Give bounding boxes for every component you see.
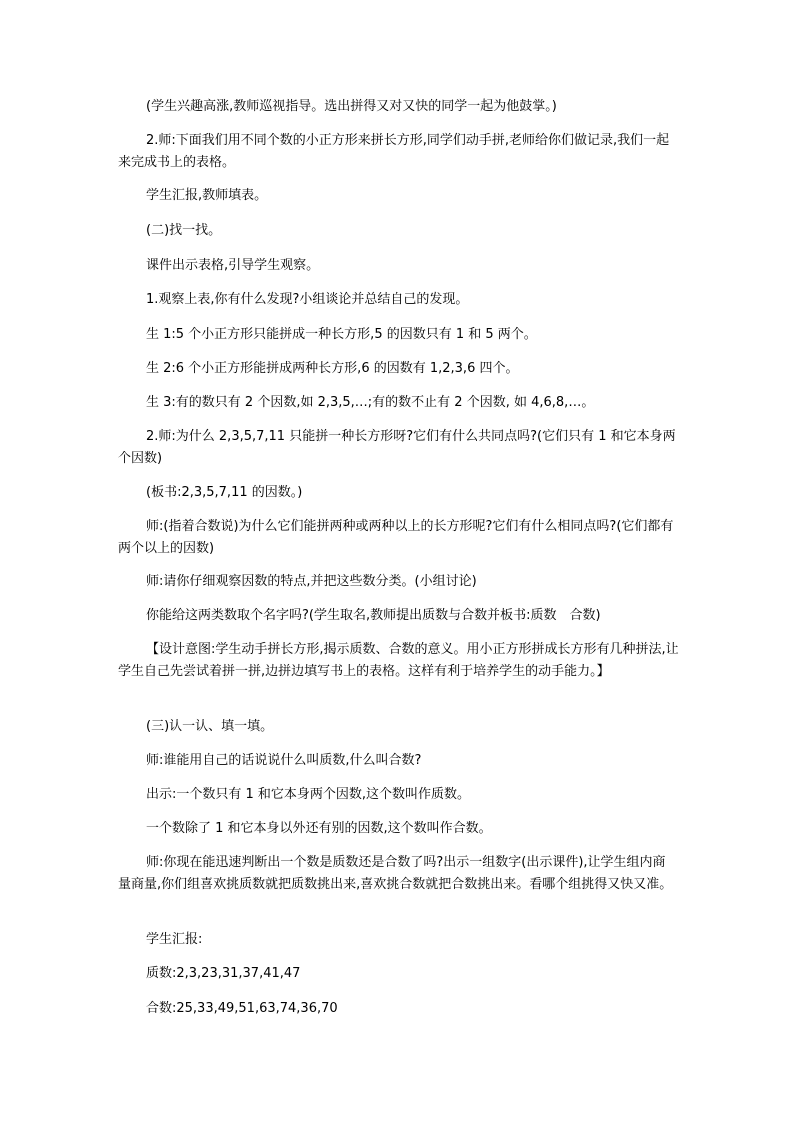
prime-numbers-line: 质数:2,3,23,31,37,41,47 xyxy=(146,966,301,981)
paragraph-7: 生 1:5 个小正方形只能拼成一种长方形,5 的因数只有 1 和 5 两个。 xyxy=(146,327,537,342)
paragraph-12: 师:(指着合数说)为什么它们能拼两种或两种以上的长方形呢?它们有什么相同点吗?(它们都有两个以上的因数) xyxy=(118,519,674,556)
paragraph-8: 生 2:6 个小正方形能拼成两种长方形,6 的因数有 1,2,3,6 四个。 xyxy=(146,361,519,376)
paragraph-10: 2.师:为什么 2,3,5,7,11 只能拼一种长方形呀?它们有什么共同点吗?(它们只有 1 和它本身两个因数) xyxy=(118,429,676,466)
paragraph-17: 师:谁能用自己的话说说什么叫质数,什么叫合数? xyxy=(146,753,422,768)
composite-numbers-line: 合数:25,33,49,51,63,74,36,70 xyxy=(146,1001,338,1016)
paragraph-3: 学生汇报,教师填表。 xyxy=(146,188,268,203)
paragraph-20: 师:你现在能迅速判断出一个数是质数还是合数了吗?出示一组数字(出示课件),让学生组内商量商量,你们组喜欢挑质数就把质数挑出来,喜欢挑合数就把合数挑出来。看哪个组挑得又快又准。 xyxy=(118,855,673,892)
paragraph-6: 1.观察上表,你有什么发现?小组谈论并总结自己的发现。 xyxy=(146,292,469,307)
paragraph-9: 生 3:有的数只有 2 个因数,如 2,3,5,…;有的数不止有 2 个因数, 如 4,6,8,…。 xyxy=(146,395,595,410)
paragraph-18: 出示:一个数只有 1 和它本身两个因数,这个数叫作质数。 xyxy=(146,787,471,802)
paragraph-2: 2.师:下面我们用不同个数的小正方形来拼长方形,同学们动手拼,老师给你们做记录,我们一起来完成书上的表格。 xyxy=(118,133,670,170)
paragraph-21: 学生汇报: xyxy=(146,932,203,947)
paragraph-11: (板书:2,3,5,7,11 的因数。) xyxy=(146,485,303,500)
paragraph-19: 一个数除了 1 和它本身以外还有别的因数,这个数叫作合数。 xyxy=(146,821,492,836)
paragraph-14: 你能给这两类数取个名字吗?(学生取名,教师提出质数与合数并板书:质数 合数) xyxy=(146,608,601,623)
section-heading-find: (二)找一找。 xyxy=(146,223,222,238)
paragraph-5: 课件出示表格,引导学生观察。 xyxy=(146,258,320,273)
paragraph-1: (学生兴趣高涨,教师巡视指导。选出拼得又对又快的同学一起为他鼓掌。) xyxy=(146,99,557,114)
section-heading-recognize: (三)认一认、填一填。 xyxy=(146,719,274,734)
paragraph-13: 师:请你仔细观察因数的特点,并把这些数分类。(小组讨论) xyxy=(146,574,477,589)
design-intent-note: 【设计意图:学生动手拼长方形,揭示质数、合数的意义。用小正方形拼成长方形有几种拼法,让学生自己先尝试着拼一拼,边拼边填写书上的表格。这样有利于培养学生的动手能力。】 xyxy=(118,642,679,679)
